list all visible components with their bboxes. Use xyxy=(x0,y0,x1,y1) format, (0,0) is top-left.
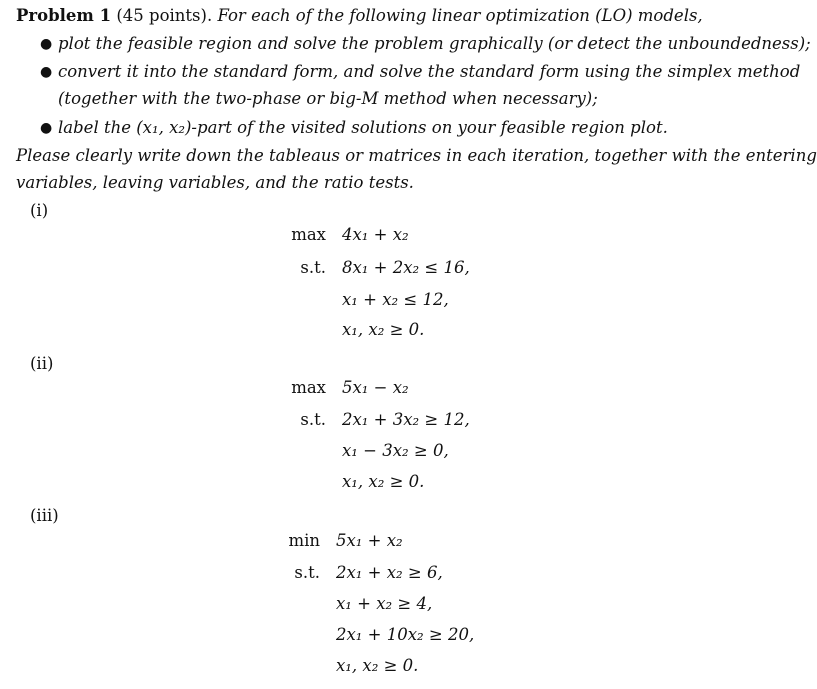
instructions-line: Please clearly write down the tableaus or matrices in each iteration, together with the entering xyxy=(16,146,817,165)
objective-expression: 5x₁ + x₂ xyxy=(336,531,403,550)
objective-expression: 5x₁ − x₂ xyxy=(342,378,409,397)
constraint: x₁ + x₂ ≥ 4, xyxy=(336,594,433,613)
constraint: 8x₁ + 2x₂ ≤ 16, xyxy=(342,258,470,277)
problem-title: Problem 1 xyxy=(16,6,112,25)
problem-header xyxy=(16,6,703,25)
bullet-item: label the (x₁, x₂)-part of the visited solutions on your feasible region plot. xyxy=(58,118,668,137)
objective-keyword: max xyxy=(291,225,326,244)
problem-label: (ii) xyxy=(30,354,54,373)
subject-to-keyword: s.t. xyxy=(300,410,326,429)
bullet-dot-icon: ● xyxy=(40,64,53,80)
subject-to-keyword: s.t. xyxy=(300,258,326,277)
constraint: x₁ + x₂ ≤ 12, xyxy=(342,290,449,309)
constraint: x₁ − 3x₂ ≥ 0, xyxy=(342,441,449,460)
bullet-dot-icon: ● xyxy=(40,120,53,136)
objective-keyword: min xyxy=(288,531,320,550)
instructions-line: variables, leaving variables, and the ratio tests. xyxy=(16,173,414,192)
constraint: x₁, x₂ ≥ 0. xyxy=(336,656,419,675)
constraint: x₁, x₂ ≥ 0. xyxy=(342,320,425,339)
constraint: x₁, x₂ ≥ 0. xyxy=(342,472,425,491)
bullet-item-continuation: (together with the two-phase or big-M method when necessary); xyxy=(58,89,598,108)
bullet-item: convert it into the standard form, and solve the standard form using the simplex method xyxy=(58,62,801,81)
problem-points: (45 points). xyxy=(111,6,218,25)
bullet-item: plot the feasible region and solve the problem graphically (or detect the unboundedness); xyxy=(58,34,811,53)
problem-intro: For each of the following linear optimization (LO) models, xyxy=(217,6,703,25)
problem-label: (iii) xyxy=(30,506,59,525)
constraint: 2x₁ + x₂ ≥ 6, xyxy=(336,563,443,582)
constraint: 2x₁ + 10x₂ ≥ 20, xyxy=(336,625,475,644)
constraint: 2x₁ + 3x₂ ≥ 12, xyxy=(342,410,470,429)
objective-expression: 4x₁ + x₂ xyxy=(342,225,409,244)
subject-to-keyword: s.t. xyxy=(294,563,320,582)
problem-label: (i) xyxy=(30,201,49,220)
objective-keyword: max xyxy=(291,378,326,397)
bullet-dot-icon: ● xyxy=(40,36,53,52)
